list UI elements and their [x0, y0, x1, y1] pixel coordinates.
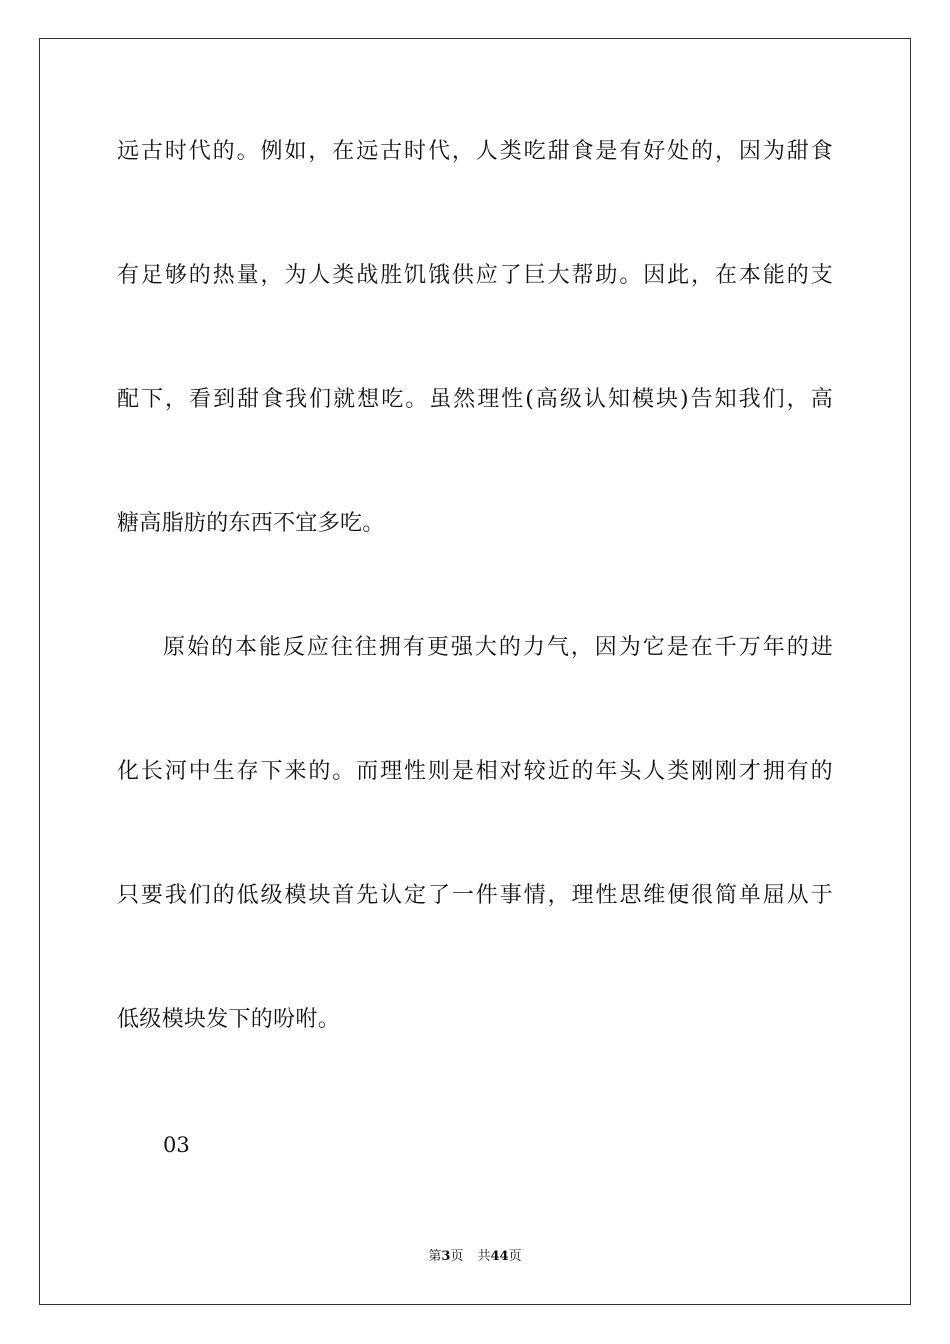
page-suffix: 页 [450, 1249, 464, 1264]
paragraph-1-line-4: 糖高脂肪的东西不宜多吃。 [117, 511, 385, 536]
total-prefix: 共 [477, 1249, 491, 1264]
total-pages-number: 44 [490, 1249, 509, 1264]
paragraph-2-line-3: 只要我们的低级模块首先认定了一件事情，理性思维便很简单屈从于 [117, 883, 833, 908]
paragraph-2-line-1: 原始的本能反应往往拥有更强大的力气，因为它是在千万年的进 [163, 635, 833, 660]
paragraph-1-line-2: 有足够的热量，为人类战胜饥饿供应了巨大帮助。因此，在本能的支 [117, 263, 833, 288]
paragraph-1-line-3: 配下，看到甜食我们就想吃。虽然理性(高级认知模块)告知我们，高 [117, 387, 833, 412]
page-footer [0, 1248, 950, 1266]
paragraph-1-line-1: 远古时代的。例如，在远古时代，人类吃甜食是有好处的，因为甜食 [117, 139, 833, 164]
paragraph-2-line-2: 化长河中生存下来的。而理性则是相对较近的年头人类刚刚才拥有的 [117, 759, 833, 784]
section-number: 03 [163, 1133, 190, 1157]
page-prefix: 第 [428, 1249, 442, 1264]
page-border [39, 38, 911, 1305]
total-suffix: 页 [508, 1249, 522, 1264]
current-page-number: 3 [441, 1249, 451, 1264]
paragraph-2-line-4: 低级模块发下的吩咐。 [117, 1007, 341, 1032]
